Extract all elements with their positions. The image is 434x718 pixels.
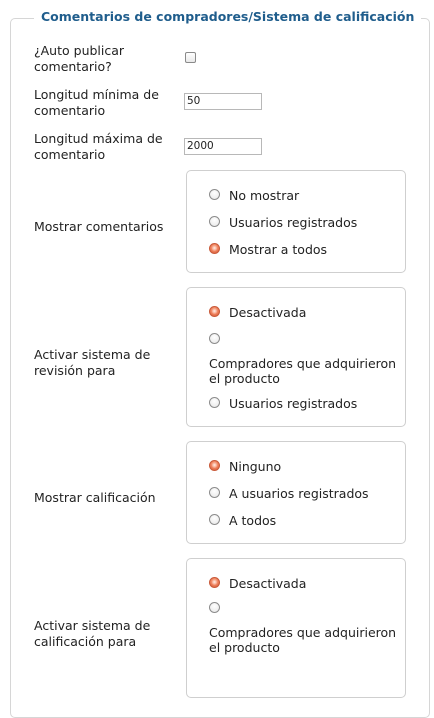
- show-rating-group: [186, 441, 406, 544]
- option-label: Mostrar a todos: [229, 242, 328, 257]
- option-label: Compradores que adquirieron el producto: [209, 356, 397, 386]
- option-label: Desactivada: [229, 305, 307, 320]
- show-rating-option-all[interactable]: [209, 513, 399, 528]
- radio-selected-icon[interactable]: [209, 460, 220, 471]
- rating-system-option-buyers[interactable]: [209, 602, 399, 655]
- max-length-label: Longitud máxima de comentario: [34, 131, 163, 162]
- review-system-group: [186, 287, 406, 427]
- option-label: Usuarios registrados: [229, 396, 358, 411]
- rating-system-label: Activar sistema de calificación para: [34, 618, 151, 649]
- review-system-option-registered[interactable]: [209, 396, 399, 411]
- radio-icon[interactable]: [209, 189, 220, 200]
- auto-publish-checkbox[interactable]: [185, 52, 196, 63]
- option-label: No mostrar: [229, 188, 300, 203]
- radio-selected-icon[interactable]: [209, 577, 220, 588]
- option-label: A usuarios registrados: [229, 486, 369, 501]
- show-comments-label: Mostrar comentarios: [34, 219, 164, 234]
- max-length-input[interactable]: 2000: [184, 138, 262, 155]
- show-rating-label: Mostrar calificación: [34, 490, 156, 505]
- radio-selected-icon[interactable]: [209, 243, 220, 254]
- show-rating-option-none[interactable]: [209, 459, 399, 474]
- show-comments-option-registered[interactable]: [209, 215, 399, 230]
- radio-icon[interactable]: [209, 602, 220, 613]
- radio-icon[interactable]: [209, 216, 220, 227]
- review-system-option-buyers[interactable]: [209, 333, 399, 386]
- radio-icon[interactable]: [209, 487, 220, 498]
- option-label: Compradores que adquirieron el producto: [209, 625, 397, 655]
- section-title: Comentarios de compradores/Sistema de calificación: [34, 9, 421, 25]
- review-system-option-disabled[interactable]: [209, 305, 399, 320]
- radio-icon[interactable]: [209, 333, 220, 344]
- review-system-label: Activar sistema de revisión para: [34, 347, 151, 378]
- show-comments-option-none[interactable]: [209, 188, 399, 203]
- option-label: Desactivada: [229, 576, 307, 591]
- radio-icon[interactable]: [209, 397, 220, 408]
- rating-system-group: [186, 558, 406, 698]
- radio-icon[interactable]: [209, 514, 220, 525]
- show-rating-option-registered[interactable]: [209, 486, 399, 501]
- option-label: A todos: [229, 513, 277, 528]
- auto-publish-label: ¿Auto publicar comentario?: [34, 43, 125, 74]
- min-length-input[interactable]: 50: [184, 93, 262, 110]
- rating-system-option-disabled[interactable]: [209, 576, 399, 591]
- option-label: Usuarios registrados: [229, 215, 358, 230]
- min-length-label: Longitud mínima de comentario: [34, 87, 159, 118]
- show-comments-option-all[interactable]: [209, 242, 399, 257]
- option-label: Ninguno: [229, 459, 282, 474]
- show-comments-group: [186, 170, 406, 273]
- radio-selected-icon[interactable]: [209, 306, 220, 317]
